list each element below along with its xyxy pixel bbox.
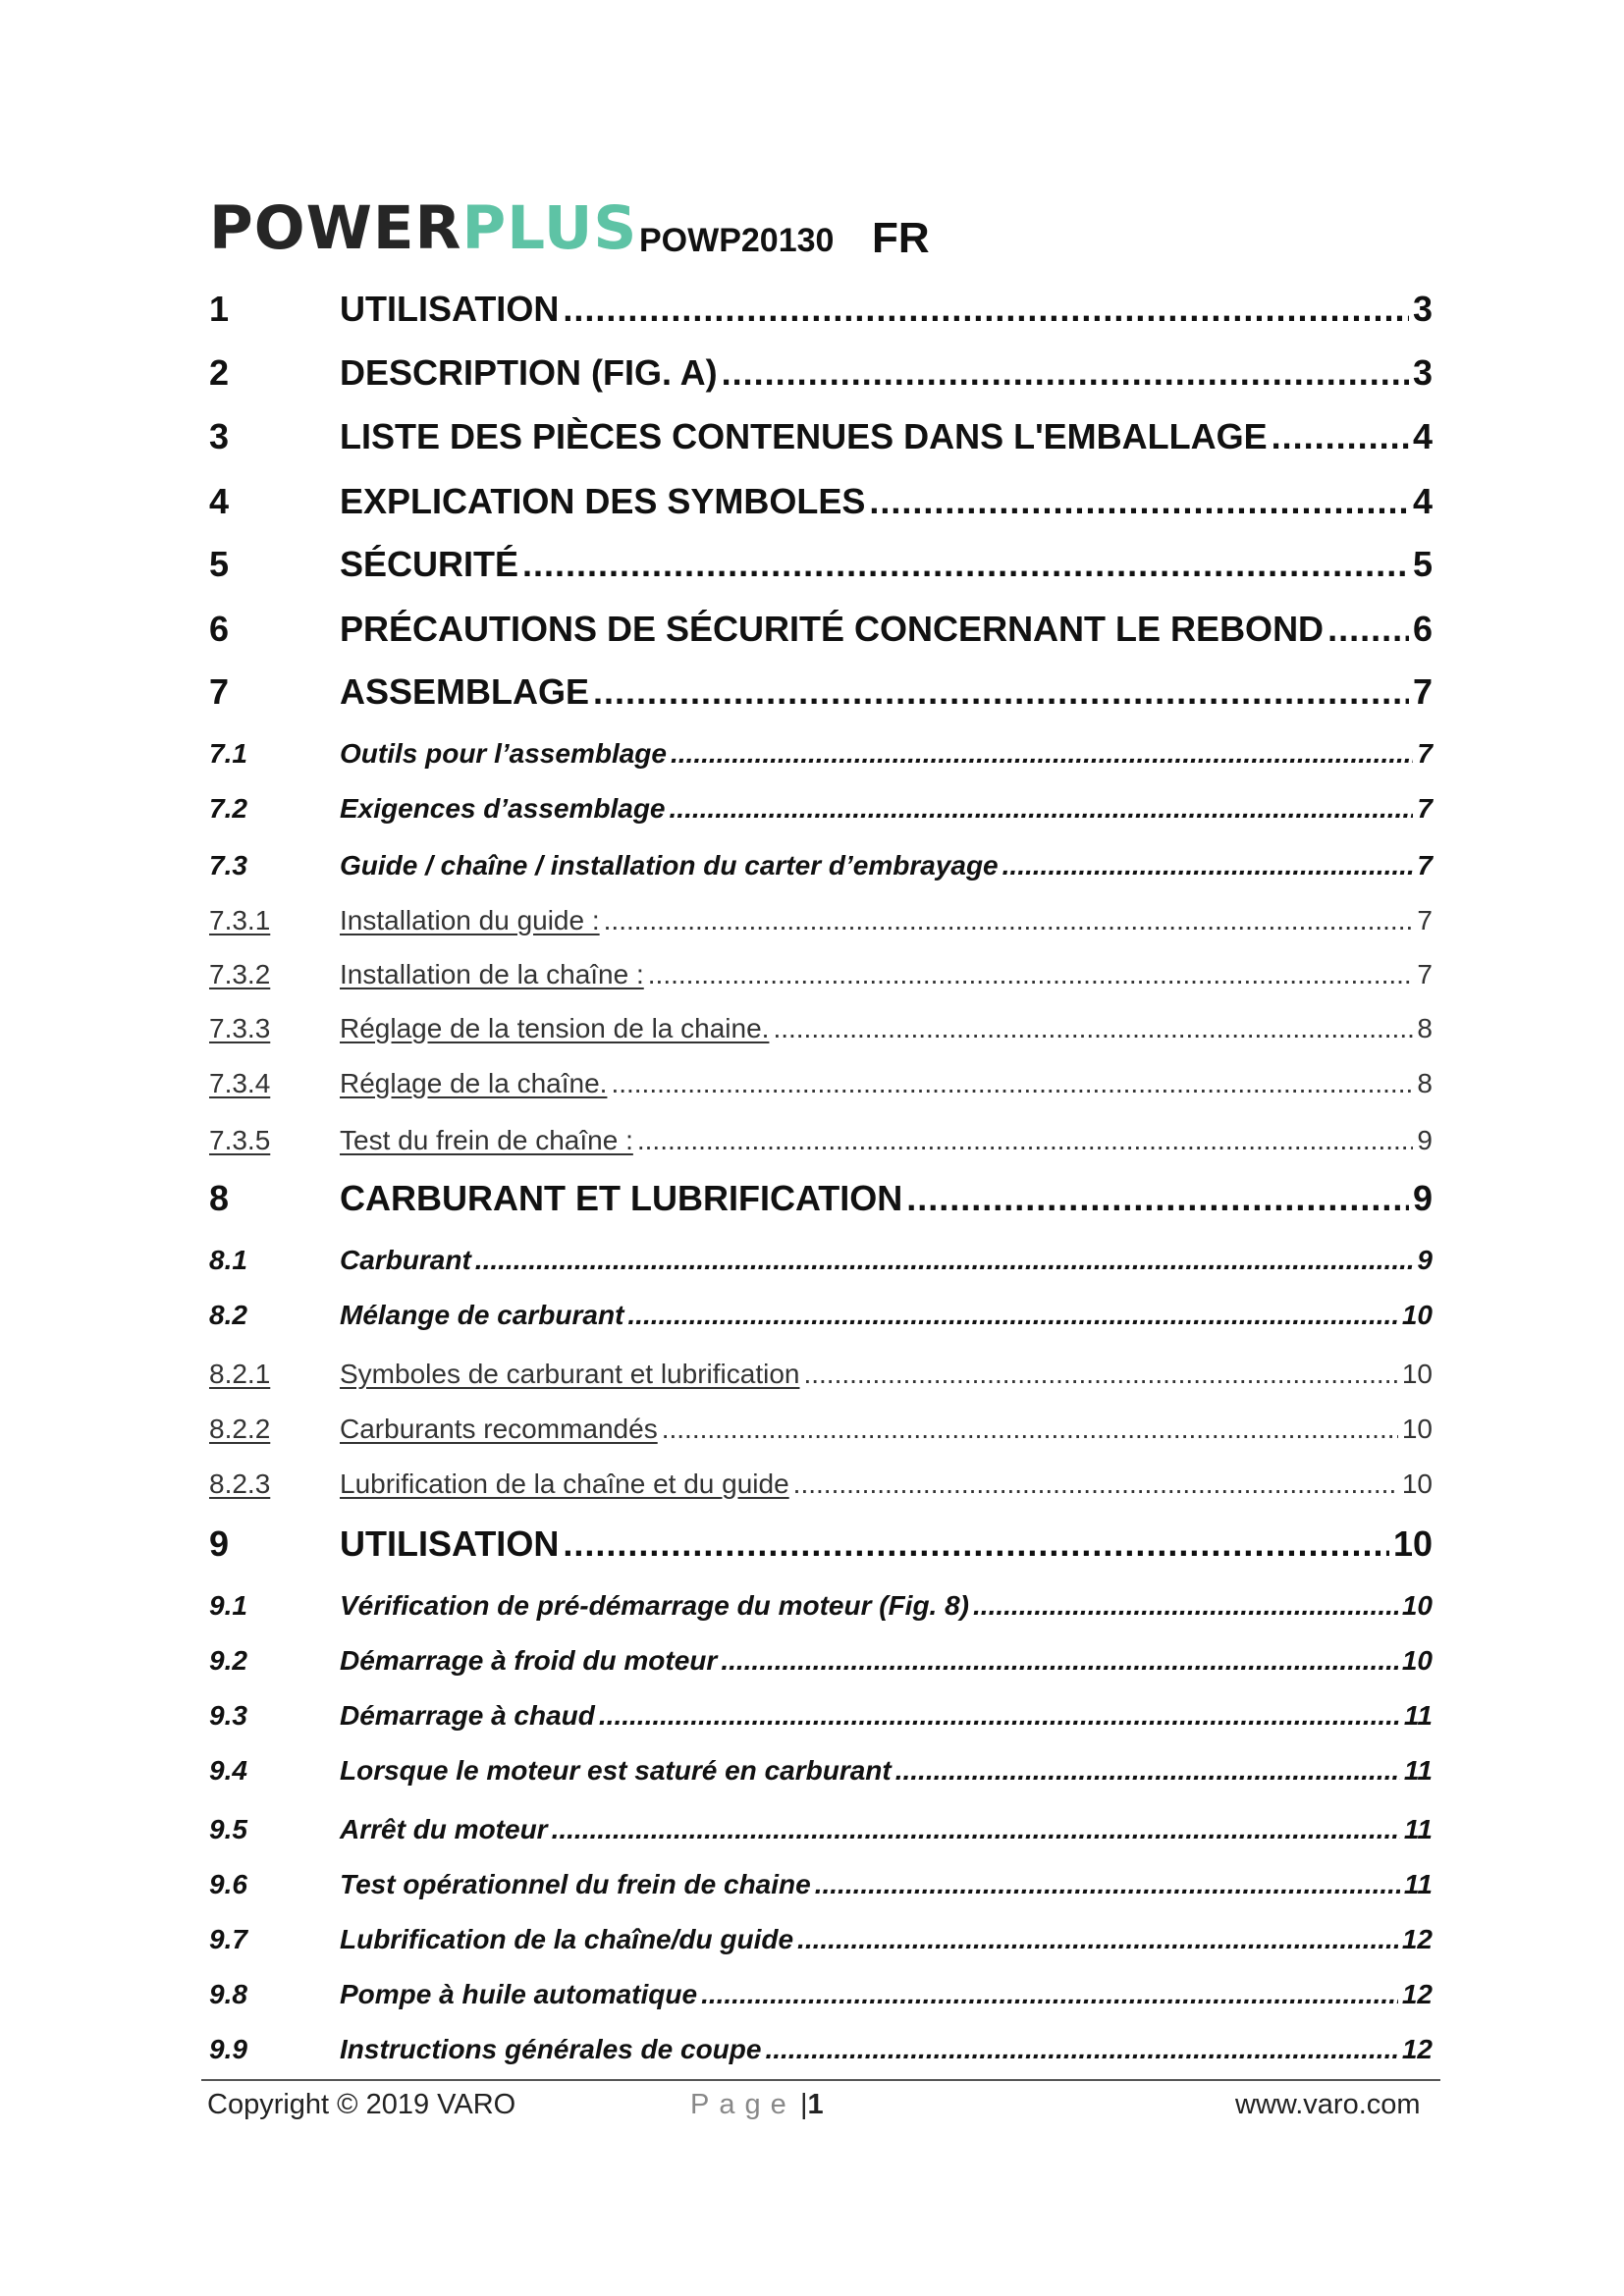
toc-entry-title: Arrêt du moteur: [340, 1814, 548, 1844]
toc-entry-title: Test du frein de chaîne :: [340, 1125, 633, 1155]
toc-entry[interactable]: [209, 1013, 1433, 1044]
page-indicator: [800, 2089, 824, 2121]
toc-entry-page: 3: [1412, 352, 1433, 393]
toc-entry-number: 9.9: [209, 2034, 247, 2064]
toc-dot-leader: [797, 1924, 1398, 1955]
model-number: POWP20130: [639, 222, 835, 259]
toc-entry-number: 7.3.5: [209, 1125, 271, 1155]
toc-entry-number: 8: [209, 1178, 230, 1218]
toc-entry-page: 7: [1417, 905, 1433, 935]
copyright-text: Copyright © 2019 VARO: [207, 2089, 516, 2120]
toc-entry-page: 4: [1412, 416, 1433, 456]
toc-dot-leader: [765, 2034, 1397, 2065]
toc-entry-number: 9.6: [209, 1869, 247, 1899]
toc-entry-number: 9.7: [209, 1924, 247, 1954]
toc-dot-leader: [773, 1013, 1413, 1044]
toc-entry-page: 5: [1412, 544, 1433, 584]
toc-entry-title: Instructions générales de coupe: [340, 2034, 762, 2064]
toc-entry[interactable]: [209, 959, 1433, 990]
toc-dot-leader: [671, 738, 1413, 770]
footer-divider: [201, 2079, 1440, 2081]
toc-dot-leader: [1327, 609, 1409, 650]
toc-entry[interactable]: [209, 1468, 1433, 1500]
toc-entry[interactable]: [209, 481, 1433, 522]
toc-entry[interactable]: [209, 738, 1433, 770]
toc-entry-title: Outils pour l’assemblage: [340, 738, 667, 769]
toc-entry-title: Carburant: [340, 1245, 471, 1275]
toc-entry[interactable]: [209, 671, 1433, 713]
toc-dot-leader: [475, 1245, 1414, 1276]
toc-dot-leader: [563, 289, 1409, 330]
toc-entry-page: 8: [1417, 1013, 1433, 1043]
toc-dot-leader: [627, 1300, 1397, 1331]
toc-entry-number: 8.1: [209, 1245, 247, 1275]
toc-dot-leader: [906, 1178, 1409, 1219]
toc-entry[interactable]: [209, 1979, 1433, 2010]
toc-dot-leader: [563, 1523, 1389, 1565]
toc-entry[interactable]: [209, 1814, 1433, 1845]
toc-entry-page: 7: [1417, 793, 1433, 824]
toc-entry-title: EXPLICATION DES SYMBOLES: [340, 481, 866, 521]
toc-entry-title: Pompe à huile automatique: [340, 1979, 698, 2009]
toc-entry-page: 7: [1417, 738, 1433, 769]
toc-dot-leader: [637, 1125, 1414, 1156]
toc-entry-number: 7.3.1: [209, 905, 271, 935]
toc-entry-page: 10: [1401, 1359, 1433, 1389]
toc-entry-number: 9.3: [209, 1700, 247, 1731]
toc-entry-page: 10: [1401, 1300, 1433, 1330]
toc-dot-leader: [701, 1979, 1398, 2010]
toc-dot-leader: [815, 1869, 1400, 1900]
toc-entry-title: Lubrification de la chaîne et du guide: [340, 1468, 789, 1499]
toc-entry-number: 8.2.2: [209, 1414, 271, 1444]
toc-entry[interactable]: [209, 1359, 1433, 1390]
toc-entry-title: Installation du guide :: [340, 905, 600, 935]
toc-entry-title: Démarrage à froid du moteur: [340, 1645, 718, 1676]
toc-entry-title: Test opérationnel du frein de chaine: [340, 1869, 811, 1899]
toc-entry-page: 11: [1403, 1869, 1433, 1899]
toc-entry-page: 3: [1412, 289, 1433, 329]
toc-entry-number: 7.3.4: [209, 1068, 271, 1098]
toc-entry[interactable]: [209, 1178, 1433, 1219]
toc-entry[interactable]: [209, 1245, 1433, 1276]
toc-entry-number: 9.8: [209, 1979, 247, 2009]
toc-entry-page: 7: [1412, 671, 1433, 712]
toc-entry-number: 7.3.3: [209, 1013, 271, 1043]
toc-entry[interactable]: [209, 1590, 1433, 1622]
toc-entry-number: 7.1: [209, 738, 247, 769]
toc-entry-title: Démarrage à chaud: [340, 1700, 595, 1731]
toc-dot-leader: [721, 1645, 1398, 1677]
toc-entry-number: 8.2: [209, 1300, 247, 1330]
toc-dot-leader: [604, 905, 1414, 936]
page-separator: |: [800, 2089, 808, 2120]
toc-dot-leader: [803, 1359, 1397, 1390]
toc-entry-title: LISTE DES PIÈCES CONTENUES DANS L'EMBALLAGE: [340, 416, 1268, 456]
toc-entry-page: 6: [1412, 609, 1433, 649]
toc-entry[interactable]: [209, 416, 1433, 457]
toc-entry-page: 11: [1403, 1755, 1433, 1786]
toc-entry-page: 12: [1401, 1924, 1433, 1954]
toc-entry-title: Réglage de la tension de la chaine.: [340, 1013, 770, 1043]
toc-entry[interactable]: [209, 1755, 1433, 1787]
toc-entry-page: 11: [1403, 1814, 1433, 1844]
toc-entry[interactable]: [209, 793, 1433, 825]
toc-dot-leader: [662, 1414, 1398, 1445]
toc-entry-title: Symboles de carburant et lubrification: [340, 1359, 800, 1389]
toc-entry-title: CARBURANT ET LUBRIFICATION: [340, 1178, 903, 1218]
toc-entry-page: 12: [1401, 1979, 1433, 2009]
toc-entry-number: 1: [209, 289, 230, 329]
toc-entry-number: 8.2.3: [209, 1468, 271, 1499]
toc-entry-number: 9.2: [209, 1645, 247, 1676]
toc-entry[interactable]: [209, 1700, 1433, 1732]
toc-entry-page: 10: [1401, 1645, 1433, 1676]
toc-entry-title: DESCRIPTION (FIG. A): [340, 352, 718, 393]
website-link[interactable]: www.varo.com: [1235, 2089, 1421, 2120]
language-code: FR: [872, 214, 930, 262]
toc-entry-number: 2: [209, 352, 230, 393]
toc-entry-number: 8.2.1: [209, 1359, 271, 1389]
toc-entry-page: 10: [1401, 1414, 1433, 1444]
toc-entry-number: 9.5: [209, 1814, 247, 1844]
document-header: [209, 193, 1427, 265]
toc-entry-page: 8: [1417, 1068, 1433, 1098]
toc-entry-title: Carburants recommandés: [340, 1414, 658, 1444]
toc-entry[interactable]: [209, 1125, 1433, 1156]
toc-entry-number: 9.1: [209, 1590, 247, 1621]
toc-entry-number: 5: [209, 544, 230, 584]
toc-dot-leader: [1002, 850, 1414, 881]
toc-entry[interactable]: [209, 1068, 1433, 1099]
toc-entry-title: Guide / chaîne / installation du carter d’embrayage: [340, 850, 999, 881]
toc-entry-number: 9.4: [209, 1755, 247, 1786]
toc-entry-title: SÉCURITÉ: [340, 544, 519, 584]
page-label: Page: [690, 2089, 796, 2120]
toc-entry[interactable]: [209, 1869, 1433, 1900]
toc-dot-leader: [869, 481, 1409, 522]
toc-entry-page: 7: [1417, 959, 1433, 989]
toc-entry-page: 10: [1401, 1590, 1433, 1621]
toc-entry-page: 12: [1401, 2034, 1433, 2064]
logo-power-text: POWER: [209, 193, 462, 263]
toc-dot-leader: [895, 1755, 1400, 1787]
toc-dot-leader: [593, 671, 1409, 713]
toc-entry-number: 7.2: [209, 793, 247, 824]
toc-entry-title: Réglage de la chaîne.: [340, 1068, 608, 1098]
toc-entry-page: 10: [1392, 1523, 1433, 1564]
toc-dot-leader: [599, 1700, 1400, 1732]
toc-entry[interactable]: [209, 850, 1433, 881]
toc-entry-title: UTILISATION: [340, 1523, 560, 1564]
toc-dot-leader: [522, 544, 1409, 585]
toc-dot-leader: [973, 1590, 1398, 1622]
toc-entry-number: 7.3: [209, 850, 247, 881]
toc-entry-title: Installation de la chaîne :: [340, 959, 644, 989]
powerplus-logo: [209, 193, 638, 263]
toc-dot-leader: [722, 352, 1409, 394]
toc-entry-title: Exigences d’assemblage: [340, 793, 666, 824]
toc-entry[interactable]: [209, 1924, 1433, 1955]
toc-dot-leader: [793, 1468, 1398, 1500]
toc-entry-number: 7.3.2: [209, 959, 271, 989]
toc-entry[interactable]: [209, 1645, 1433, 1677]
toc-entry-title: UTILISATION: [340, 289, 560, 329]
toc-entry-page: 10: [1401, 1468, 1433, 1499]
toc-dot-leader: [670, 793, 1414, 825]
toc-entry-title: Lubrification de la chaîne/du guide: [340, 1924, 794, 1954]
toc-entry[interactable]: [209, 1523, 1433, 1565]
toc-entry[interactable]: [209, 289, 1433, 330]
toc-dot-leader: [1272, 416, 1409, 457]
toc-entry-number: 3: [209, 416, 230, 456]
toc-entry-number: 4: [209, 481, 230, 521]
toc-entry-title: ASSEMBLAGE: [340, 671, 590, 712]
toc-entry[interactable]: [209, 352, 1433, 394]
toc-entry-page: 9: [1412, 1178, 1433, 1218]
toc-entry[interactable]: [209, 1414, 1433, 1445]
toc-entry-title: Mélange de carburant: [340, 1300, 624, 1330]
toc-entry[interactable]: [209, 905, 1433, 936]
toc-entry-title: PRÉCAUTIONS DE SÉCURITÉ CONCERNANT LE REBOND: [340, 609, 1325, 649]
toc-entry[interactable]: [209, 544, 1433, 585]
toc-entry-number: 9: [209, 1523, 230, 1564]
toc-entry-title: Lorsque le moteur est saturé en carburant: [340, 1755, 892, 1786]
toc-entry-page: 9: [1417, 1125, 1433, 1155]
toc-dot-leader: [552, 1814, 1400, 1845]
toc-entry-title: Vérification de pré-démarrage du moteur (Fig. 8): [340, 1590, 970, 1621]
logo-plus-text: PLUS: [461, 193, 638, 263]
toc-entry-page: 9: [1417, 1245, 1433, 1275]
page-number: 1: [807, 2089, 824, 2120]
toc-dot-leader: [648, 959, 1414, 990]
toc-entry-number: 6: [209, 609, 230, 649]
toc-entry-page: 4: [1412, 481, 1433, 521]
toc-entry[interactable]: [209, 609, 1433, 650]
toc-entry[interactable]: [209, 1300, 1433, 1331]
toc-entry-page: 7: [1417, 850, 1433, 881]
toc-entry[interactable]: [209, 2034, 1433, 2065]
toc-entry-number: 7: [209, 671, 230, 712]
toc-dot-leader: [611, 1068, 1413, 1099]
toc-entry-page: 11: [1403, 1700, 1433, 1731]
